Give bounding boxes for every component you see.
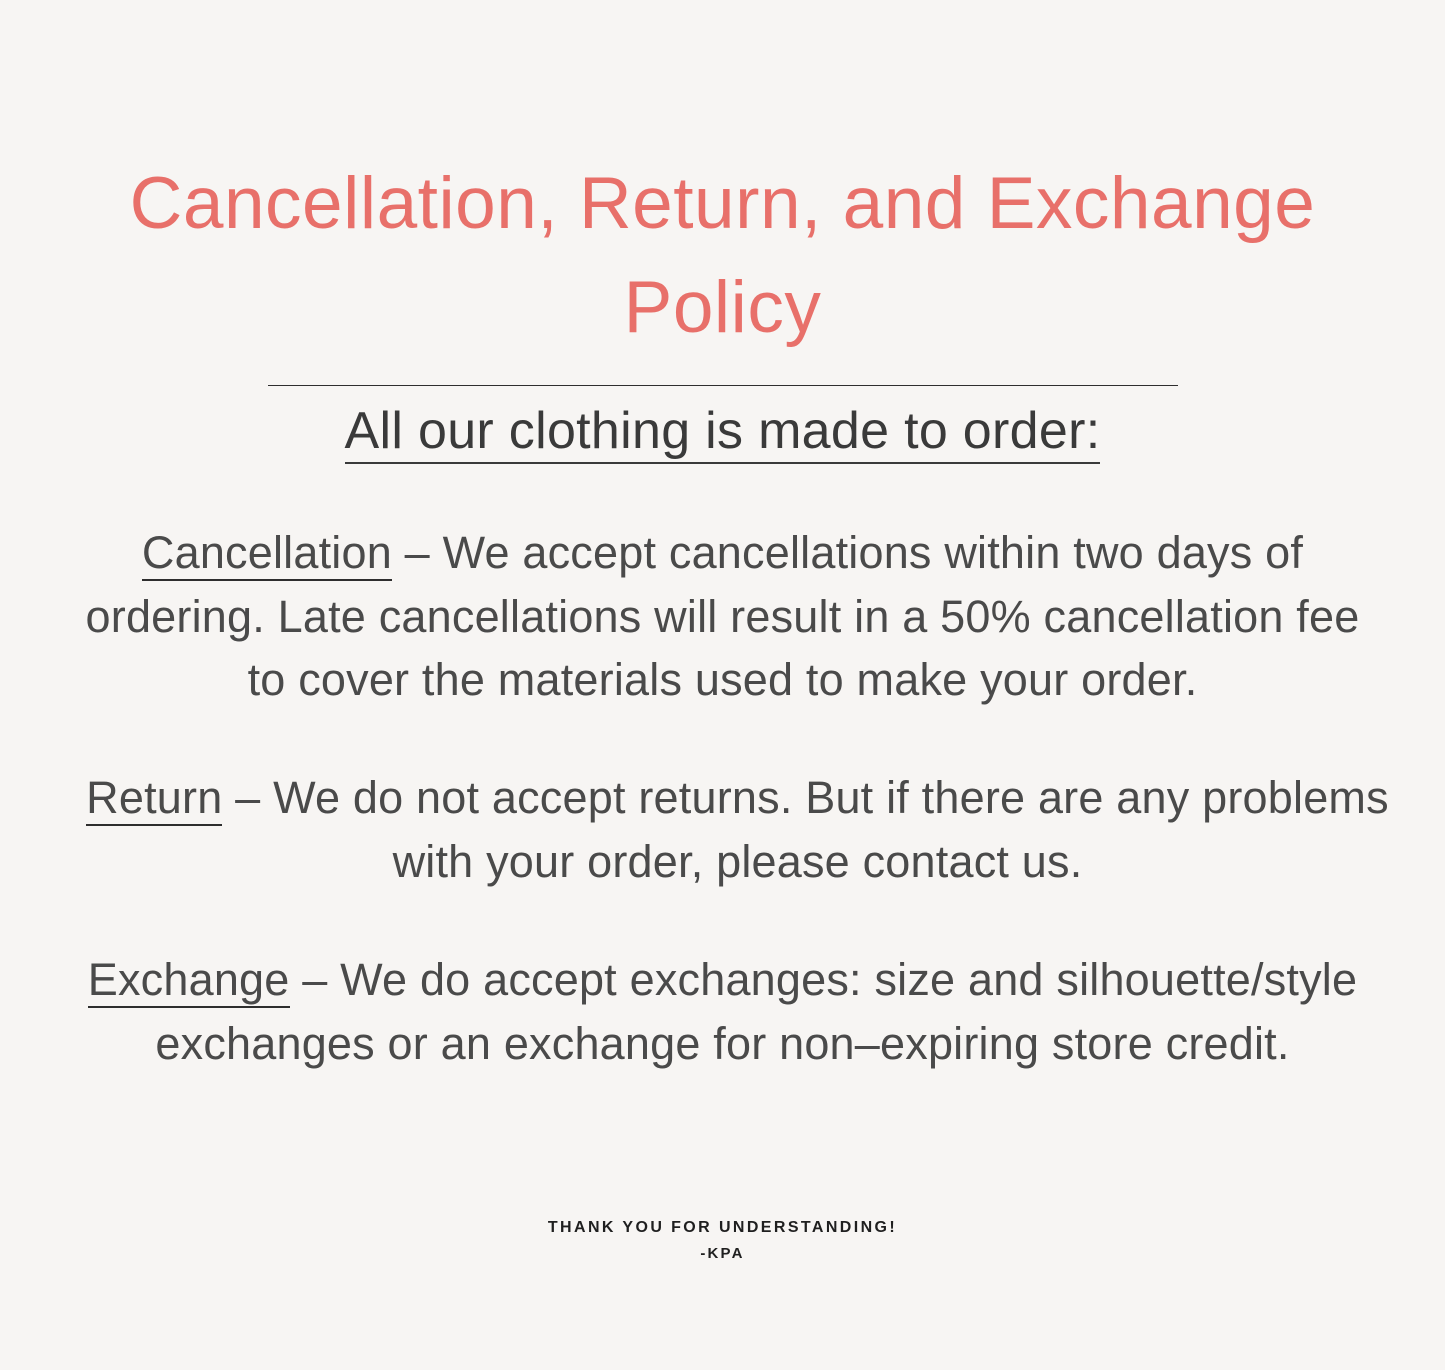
subtitle-text: All our clothing is made to order: [345, 402, 1101, 464]
title-block [0, 0, 1445, 359]
section-exchange-text: We do accept exchanges: size and silhouette/style exchanges or an exchange for non–expiring store credit. [155, 954, 1358, 1070]
section-exchange [73, 948, 1373, 1076]
section-return-dash: – [222, 772, 274, 824]
section-cancellation-dash: – [391, 526, 443, 578]
section-exchange-lead: Exchange [88, 954, 290, 1008]
section-cancellation [78, 521, 1368, 713]
section-return-text: We do not accept returns. But if there are any problems with your order, please contact us. [273, 772, 1389, 888]
section-return-lead: Return [86, 772, 222, 826]
policy-sections [73, 463, 1389, 1076]
section-return [73, 766, 1403, 894]
section-cancellation-lead: Cancellation [142, 527, 392, 581]
section-exchange-dash: – [289, 954, 341, 1006]
footer-thank-you: THANK YOU FOR UNDERSTANDING! [547, 1219, 898, 1236]
page-title: Cancellation, Return, and Exchange Policy [129, 163, 1316, 348]
footer [0, 1219, 1445, 1262]
title-divider [268, 385, 1178, 386]
subtitle [0, 400, 1445, 462]
footer-signature: -KPA [700, 1245, 745, 1262]
section-cancellation-text: We accept cancellations within two days of ordering. Late cancellations will result in a 50% cancellation fee to cover the materials used to make your order. [85, 526, 1360, 706]
